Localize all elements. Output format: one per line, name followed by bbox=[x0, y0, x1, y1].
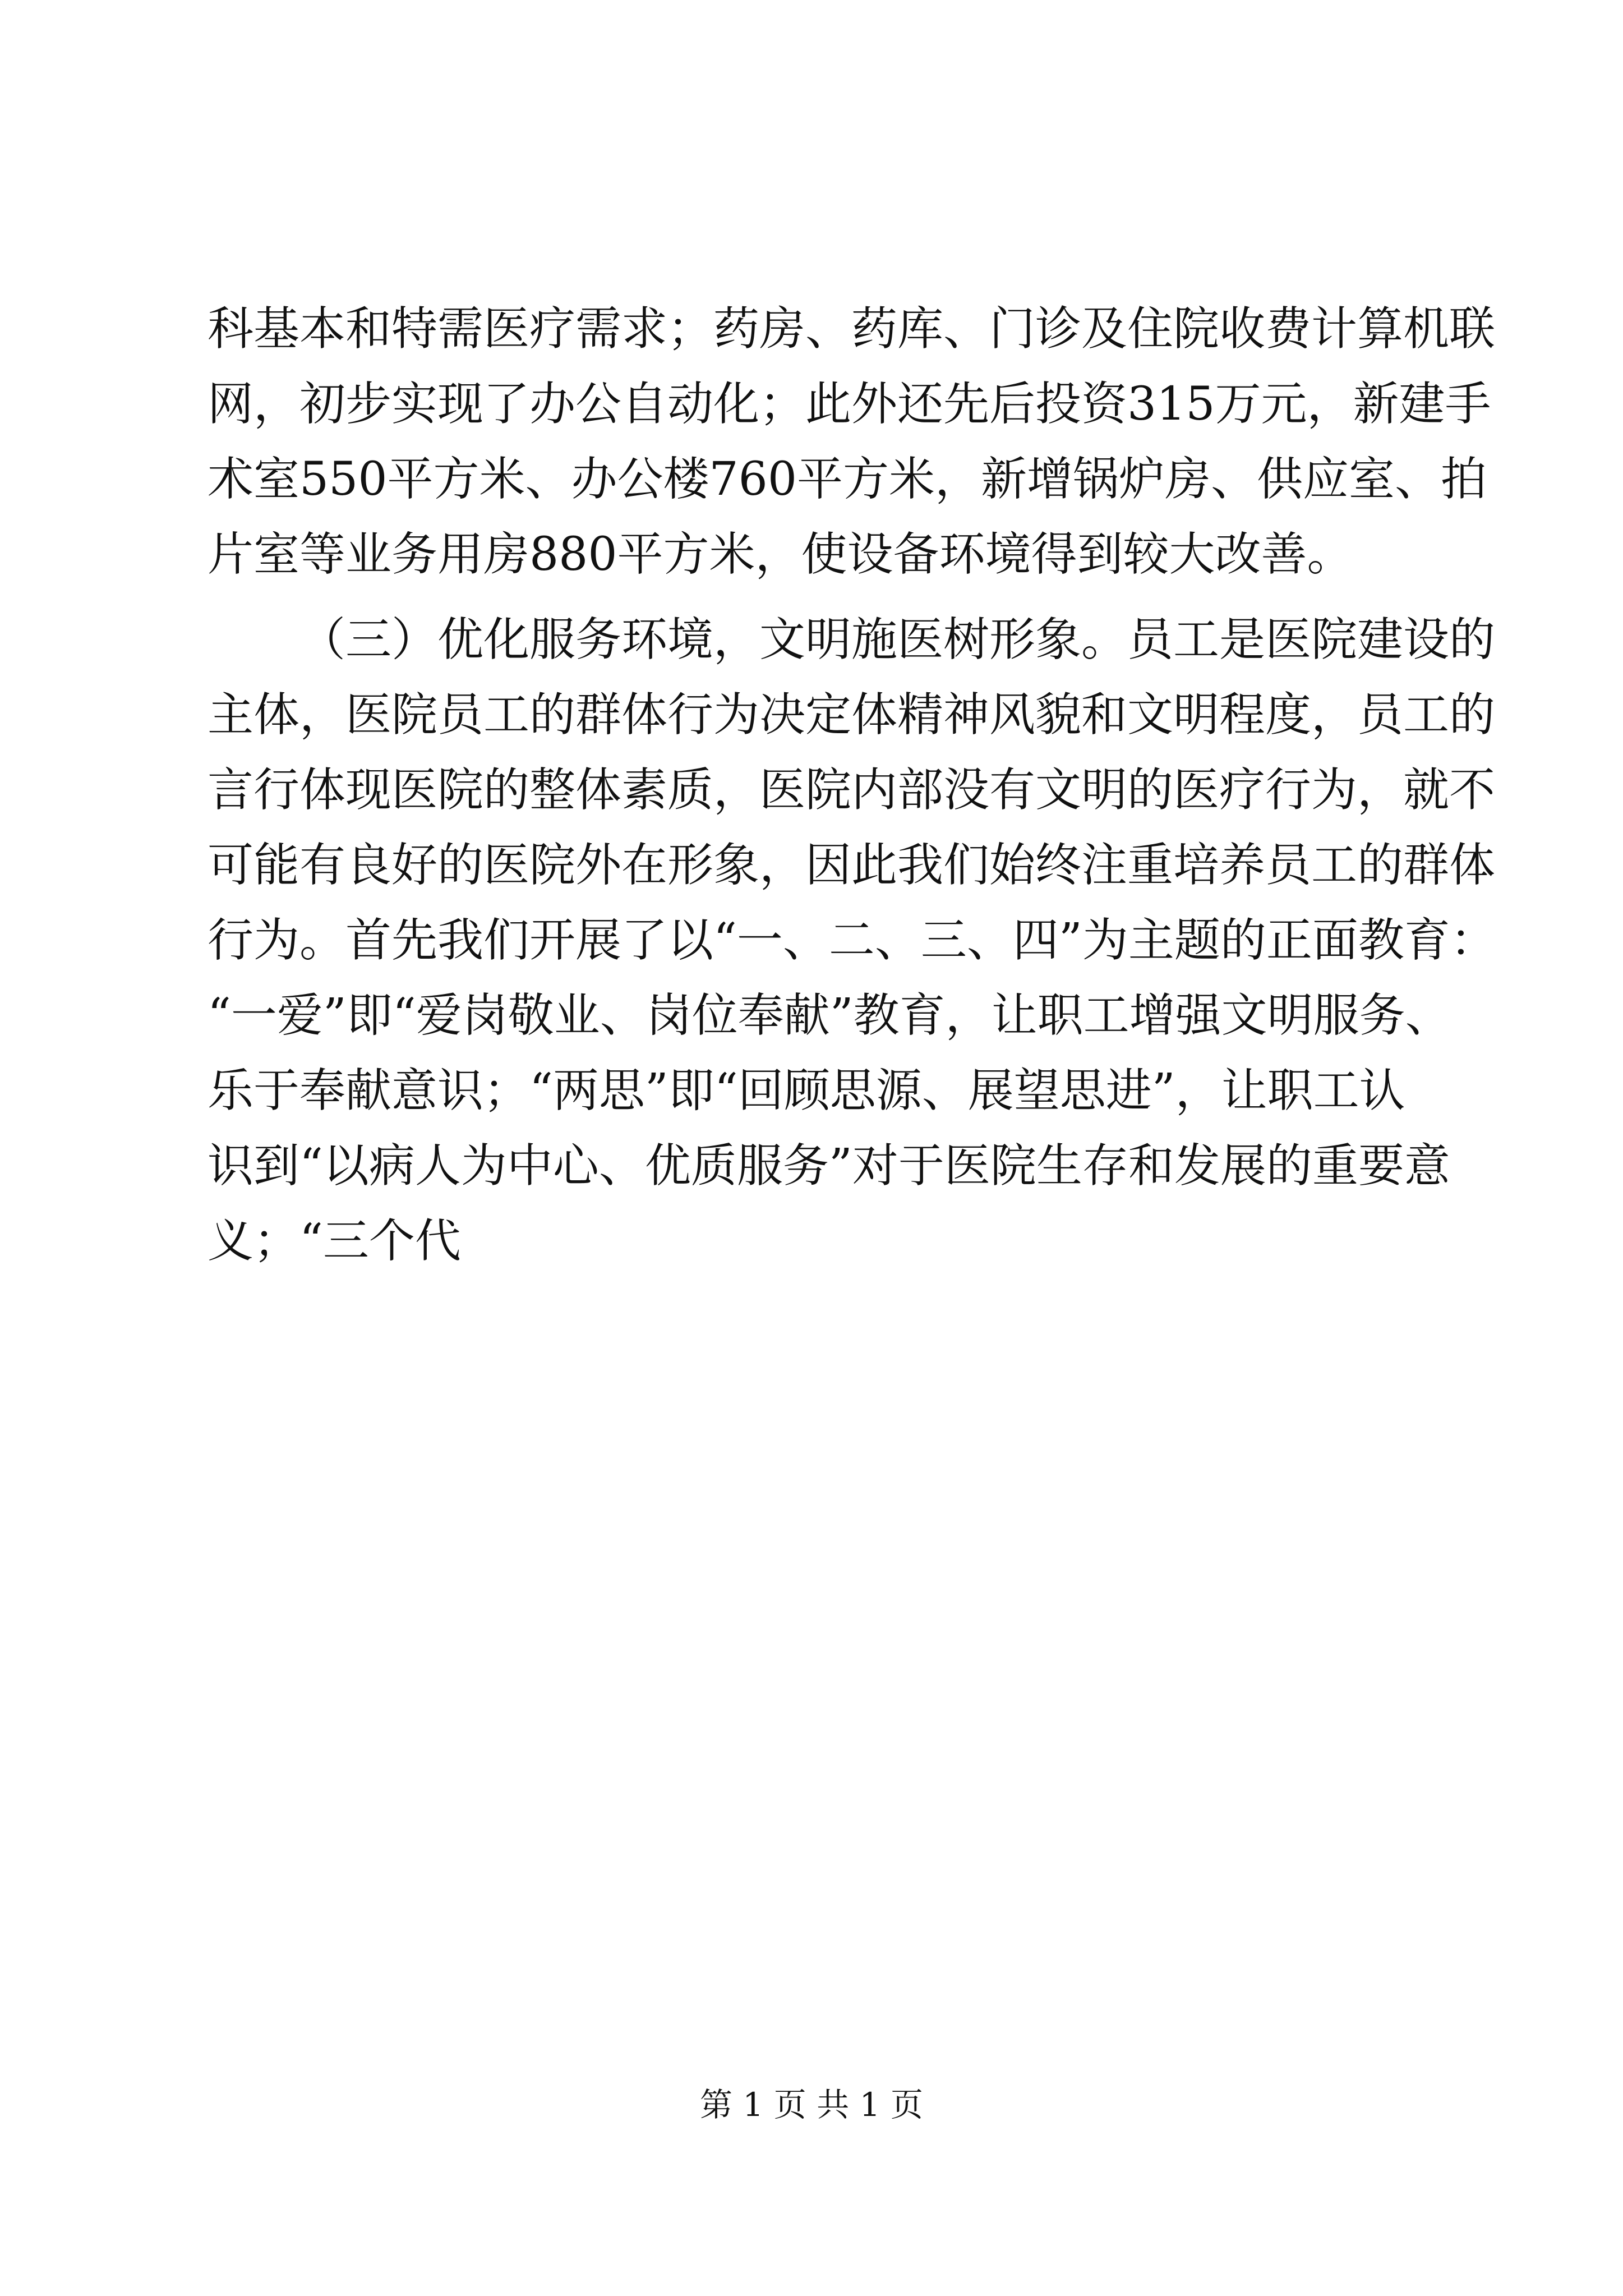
text-line: “一爱”即“爱岗敬业、岗位奉献”教育，让职工增强文明服务、 bbox=[208, 989, 1451, 1042]
body-text bbox=[208, 292, 1496, 1279]
text-line: 可能有良好的医院外在形象，因此我们始终注重培养员工的群体 bbox=[208, 839, 1496, 892]
text-line: 言行体现医院的整体素质，医院内部没有文明的医疗行为，就不 bbox=[208, 763, 1496, 817]
text-line: 网，初步实现了办公自动化；此外还先后投资315万元，新建手 bbox=[208, 378, 1491, 431]
text-line: 乐于奉献意识；“两思”即“回顾思源、展望思进”，让职工认 bbox=[208, 1064, 1405, 1117]
text-line: 义；“三个代 bbox=[208, 1214, 461, 1268]
page-number-label: 第 1 页 共 1 页 bbox=[700, 2086, 923, 2124]
paragraph-heading-line: （三）优化服务环境，文明施医树形象。员工是医院建设的 bbox=[299, 613, 1496, 666]
text-line: 主体，医院员工的群体行为决定体精神风貌和文明程度，员工的 bbox=[208, 688, 1496, 742]
text-line: 科基本和特需医疗需求；药房、药库、门诊及住院收费计算机联 bbox=[208, 302, 1496, 356]
text-line: 片室等业务用房880平方米，使设备环境得到较大改善。 bbox=[208, 528, 1353, 581]
text-line: 术室550平方米、办公楼760平方米，新增锅炉房、供应室、拍 bbox=[208, 453, 1487, 506]
page-footer bbox=[0, 2082, 1623, 2127]
text-line: 行为。首先我们开展了以“一、二、三、四”为主题的正面教育： bbox=[208, 914, 1496, 967]
text-line: 识到“以病人为中心、优质服务”对于医院生存和发展的重要意 bbox=[208, 1139, 1450, 1193]
